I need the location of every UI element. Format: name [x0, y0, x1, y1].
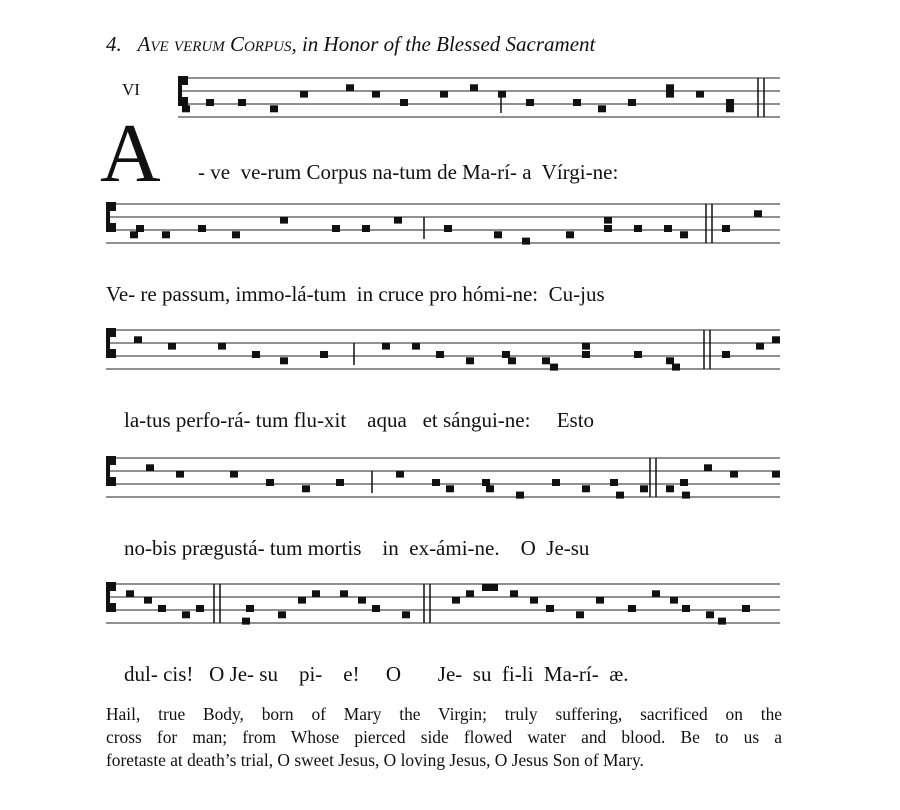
neume-note-icon	[130, 231, 138, 238]
neume-note-icon	[664, 225, 672, 232]
neume-note-icon	[682, 605, 690, 612]
lyric-line-3: la-tus perfo-rá- tum flu-xit aqua et sángui-ne: Esto	[124, 408, 595, 432]
translation	[106, 703, 782, 772]
neume-note-icon	[358, 597, 366, 604]
staff-lines	[106, 584, 780, 623]
translation-line: Hail, true Body, born of Mary the Virgin; truly suffering, sacrificed on the	[106, 704, 782, 724]
neume-note-icon	[582, 485, 590, 492]
neume-note-icon	[756, 343, 764, 350]
neume-note-icon	[346, 84, 354, 91]
neume-note-icon	[332, 225, 340, 232]
neume-note-icon	[246, 605, 254, 612]
staff-lines	[106, 330, 780, 369]
neume-note-icon	[238, 99, 246, 106]
neume-note-icon	[320, 351, 328, 358]
neumes	[146, 464, 780, 498]
neume-note-icon	[400, 99, 408, 106]
neume-note-icon	[412, 343, 420, 350]
neume-note-icon	[573, 99, 581, 106]
neume-note-icon	[242, 618, 250, 625]
neume-note-icon	[604, 225, 612, 232]
c-clef-icon	[181, 97, 188, 106]
c-clef-icon	[109, 328, 116, 337]
staff-5	[106, 576, 780, 640]
lyric-line-2: Ve- re passum, immo-lá-tum in cruce pro hómi-ne: Cu-jus	[106, 282, 605, 306]
neume-note-icon	[470, 84, 478, 91]
mode-label: VI	[122, 80, 140, 99]
neume-note-icon	[396, 471, 404, 478]
c-clef-icon	[109, 477, 116, 486]
neume-note-icon	[280, 357, 288, 364]
staff-4	[106, 450, 780, 514]
neume-note-icon	[482, 479, 490, 486]
neume-note-icon	[542, 357, 550, 364]
neume-note-icon	[742, 605, 750, 612]
neume-note-icon	[598, 105, 606, 112]
translation-line: foretaste at death’s trial, O sweet Jesus, O loving Jesus, O Jesus Son of Mary.	[106, 750, 644, 770]
staff-lines	[106, 458, 780, 497]
neume-note-icon	[726, 105, 734, 112]
lyric-line-4: no-bis prægustá- tum mortis in ex-ámi-ne. O Je-su	[124, 536, 590, 560]
neume-note-icon	[482, 584, 490, 591]
neume-note-icon	[312, 590, 320, 597]
neume-note-icon	[610, 479, 618, 486]
neume-note-icon	[402, 611, 410, 618]
chant-number: 4.	[106, 32, 122, 56]
neume-note-icon	[432, 479, 440, 486]
neume-note-icon	[666, 84, 674, 91]
neume-note-icon	[494, 231, 502, 238]
neume-note-icon	[530, 597, 538, 604]
neume-note-icon	[168, 343, 176, 350]
chant-title-name: Ave verum Corpus,	[137, 32, 297, 56]
neume-note-icon	[372, 605, 380, 612]
c-clef-icon	[109, 349, 116, 358]
translation-line: cross for man; from Whose pierced side flowed water and blood. Be to us a	[106, 727, 782, 747]
neume-note-icon	[680, 231, 688, 238]
neume-note-icon	[582, 351, 590, 358]
bars	[372, 458, 656, 497]
c-clef-icon	[109, 223, 116, 232]
neume-note-icon	[198, 225, 206, 232]
neume-note-icon	[136, 225, 144, 232]
neume-note-icon	[550, 364, 558, 371]
neume-note-icon	[146, 464, 154, 471]
neume-note-icon	[582, 343, 590, 350]
neume-note-icon	[144, 597, 152, 604]
neume-note-icon	[682, 492, 690, 499]
neume-note-icon	[566, 231, 574, 238]
neume-note-icon	[394, 217, 402, 224]
neume-note-icon	[634, 351, 642, 358]
bars	[501, 78, 764, 117]
neume-note-icon	[666, 357, 674, 364]
neumes	[182, 84, 734, 112]
c-clef-icon	[109, 202, 116, 211]
neume-note-icon	[230, 471, 238, 478]
c-clef-icon	[109, 456, 116, 465]
chant-title	[106, 32, 595, 57]
neume-note-icon	[232, 231, 240, 238]
neume-note-icon	[672, 364, 680, 371]
staff-2	[106, 196, 780, 260]
neume-note-icon	[126, 590, 134, 597]
neume-note-icon	[680, 479, 688, 486]
neume-note-icon	[336, 479, 344, 486]
neume-note-icon	[772, 336, 780, 343]
neume-note-icon	[616, 492, 624, 499]
neume-note-icon	[552, 479, 560, 486]
c-clef-icon	[109, 582, 116, 591]
neume-note-icon	[182, 611, 190, 618]
neume-note-icon	[628, 605, 636, 612]
neume-note-icon	[466, 357, 474, 364]
bars	[354, 330, 710, 369]
neume-note-icon	[628, 99, 636, 106]
neume-note-icon	[252, 351, 260, 358]
neume-note-icon	[754, 210, 762, 217]
chant-title-subtitle: in Honor of the Blessed Sacrament	[296, 32, 596, 56]
neume-note-icon	[718, 618, 726, 625]
neume-note-icon	[372, 91, 380, 98]
neume-note-icon	[696, 91, 704, 98]
neume-note-icon	[452, 597, 460, 604]
neume-note-icon	[436, 351, 444, 358]
neume-note-icon	[704, 464, 712, 471]
staff-lines	[178, 78, 780, 117]
neume-note-icon	[526, 99, 534, 106]
neume-note-icon	[300, 91, 308, 98]
neume-note-icon	[218, 343, 226, 350]
neumes	[130, 210, 762, 244]
neume-note-icon	[176, 471, 184, 478]
neume-note-icon	[510, 590, 518, 597]
neume-note-icon	[722, 351, 730, 358]
neume-note-icon	[440, 91, 448, 98]
c-clef-icon	[109, 603, 116, 612]
neume-note-icon	[280, 217, 288, 224]
neume-note-icon	[516, 492, 524, 499]
neume-note-icon	[302, 485, 310, 492]
staff-3	[106, 322, 780, 386]
neume-note-icon	[546, 605, 554, 612]
neume-note-icon	[640, 485, 648, 492]
neume-note-icon	[362, 225, 370, 232]
neume-note-icon	[446, 485, 454, 492]
neume-note-icon	[498, 91, 506, 98]
staff-1	[178, 70, 780, 134]
neume-note-icon	[522, 238, 530, 245]
c-clef-icon	[181, 76, 188, 85]
neume-note-icon	[444, 225, 452, 232]
neume-note-icon	[772, 471, 780, 478]
neume-note-icon	[182, 105, 190, 112]
neume-note-icon	[270, 105, 278, 112]
neume-note-icon	[576, 611, 584, 618]
neume-note-icon	[670, 597, 678, 604]
neume-note-icon	[158, 605, 166, 612]
neume-note-icon	[666, 91, 674, 98]
bars	[214, 584, 430, 623]
neume-note-icon	[502, 351, 510, 358]
neume-note-icon	[134, 336, 142, 343]
staff-lines	[106, 204, 780, 243]
neume-note-icon	[490, 584, 498, 591]
neume-note-icon	[666, 485, 674, 492]
neume-note-icon	[382, 343, 390, 350]
neume-note-icon	[604, 217, 612, 224]
neume-note-icon	[266, 479, 274, 486]
initial-capital: A	[100, 107, 161, 200]
neume-note-icon	[634, 225, 642, 232]
neume-note-icon	[162, 231, 170, 238]
neume-note-icon	[730, 471, 738, 478]
lyric-line-1: - ve ve-rum Corpus na-tum de Ma-rí- a Vírgi-ne:	[198, 160, 619, 184]
neume-note-icon	[722, 225, 730, 232]
neume-note-icon	[726, 99, 734, 106]
neume-note-icon	[652, 590, 660, 597]
neume-note-icon	[596, 597, 604, 604]
neume-note-icon	[206, 99, 214, 106]
neumes	[134, 336, 780, 370]
neume-note-icon	[466, 590, 474, 597]
neume-note-icon	[196, 605, 204, 612]
neume-note-icon	[340, 590, 348, 597]
neume-note-icon	[486, 485, 494, 492]
lyric-line-5: dul- cis! O Je- su pi- e! O Je- su fi-li Ma-rí- æ.	[124, 662, 629, 686]
neume-note-icon	[706, 611, 714, 618]
neume-note-icon	[508, 357, 516, 364]
neume-note-icon	[278, 611, 286, 618]
neume-note-icon	[298, 597, 306, 604]
